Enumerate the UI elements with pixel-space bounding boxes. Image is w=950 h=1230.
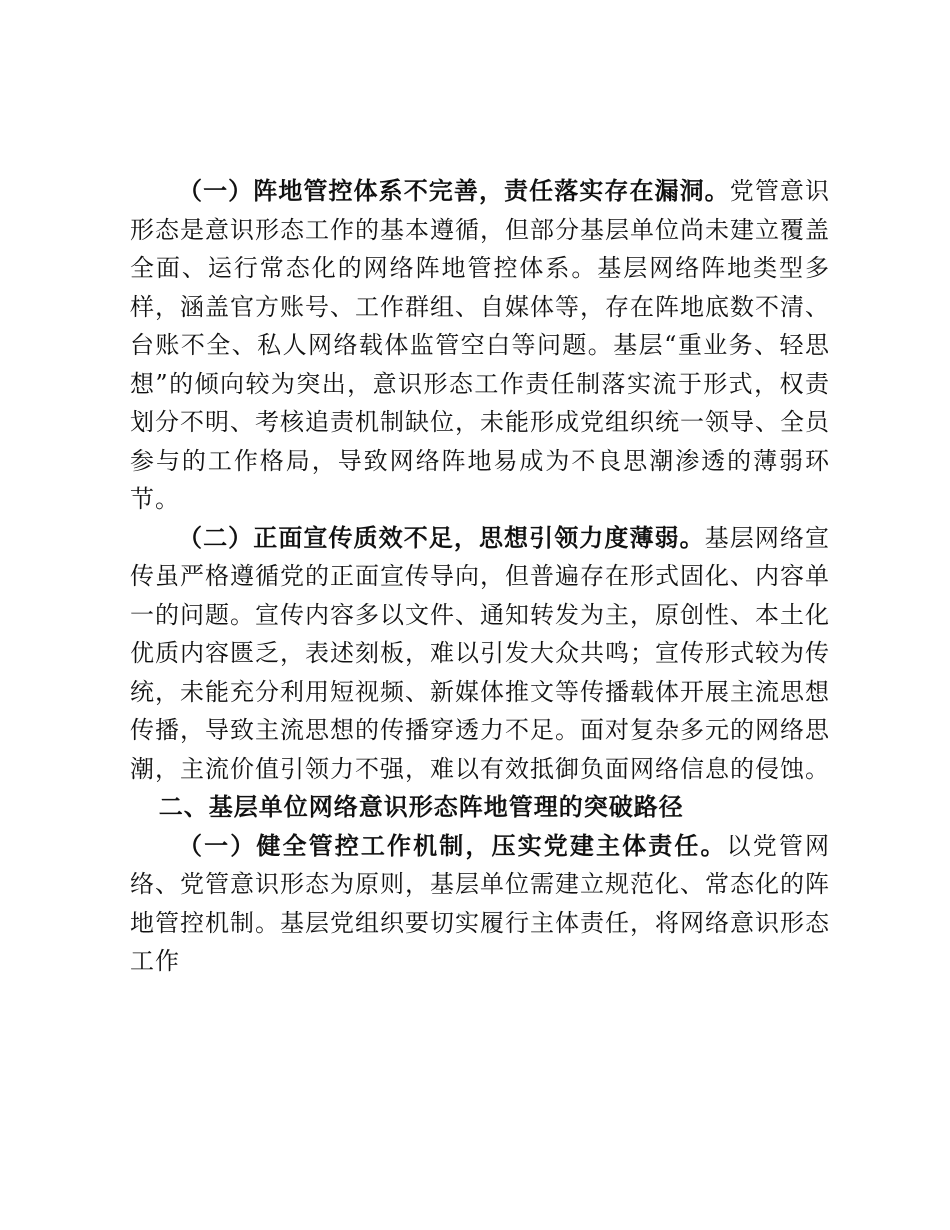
- paragraph-lead: （一）阵地管控体系不完善，责任落实存在漏洞。: [178, 176, 730, 205]
- paragraph-work-mechanism: [130, 827, 830, 981]
- paragraph-lead: （二）正面宣传质效不足，思想引领力度薄弱。: [178, 522, 705, 552]
- paragraph-control-system: [130, 172, 830, 519]
- document-body: [130, 172, 830, 981]
- paragraph-text: 党管意识形态是意识形态工作的基本遵循，但部分基层单位尚未建立覆盖全面、运行常态化的网络阵地管控体系。基层网络阵地类型多样，涵盖官方账号、工作群组、自媒体等，存在阵地底数不清、台账不全、私人网络载体监管空白等问题。基层“重业务、轻思想”的倾向较为突出，意识形态工作责任制落实流于形式，权责划分不明、考核追责机制缺位，未能形成党组织统一领导、全员参与的工作格局，导致网络阵地易成为不良思潮渗透的薄弱环节。: [130, 177, 831, 513]
- paragraph-positive-publicity: [130, 519, 830, 789]
- paragraph-text: 以党管网络、党管意识形态为原则，基层单位需建立规范化、常态化的阵地管控机制。基层党组织要切实履行主体责任，将网络意识形态工作: [130, 831, 830, 975]
- paragraph-text: 基层网络宣传虽严格遵循党的正面宣传导向，但普遍存在形式固化、内容单一的问题。宣传内容多以文件、通知转发为主，原创性、本土化优质内容匮乏，表述刻板，难以引发大众共鸣；宣传形式较为传统，未能充分利用短视频、新媒体推文等传播载体开展主流思想传播，导致主流思想的传播穿透力不足。面对复杂多元的网络思潮，主流价值引领力不强，难以有效抵御负面网络信息的侵蚀。: [130, 523, 831, 783]
- paragraph-lead: （一）健全管控工作机制，压实党建主体责任。: [178, 830, 727, 860]
- section-heading: 二、基层单位网络意识形态阵地管理的突破路径: [158, 793, 684, 821]
